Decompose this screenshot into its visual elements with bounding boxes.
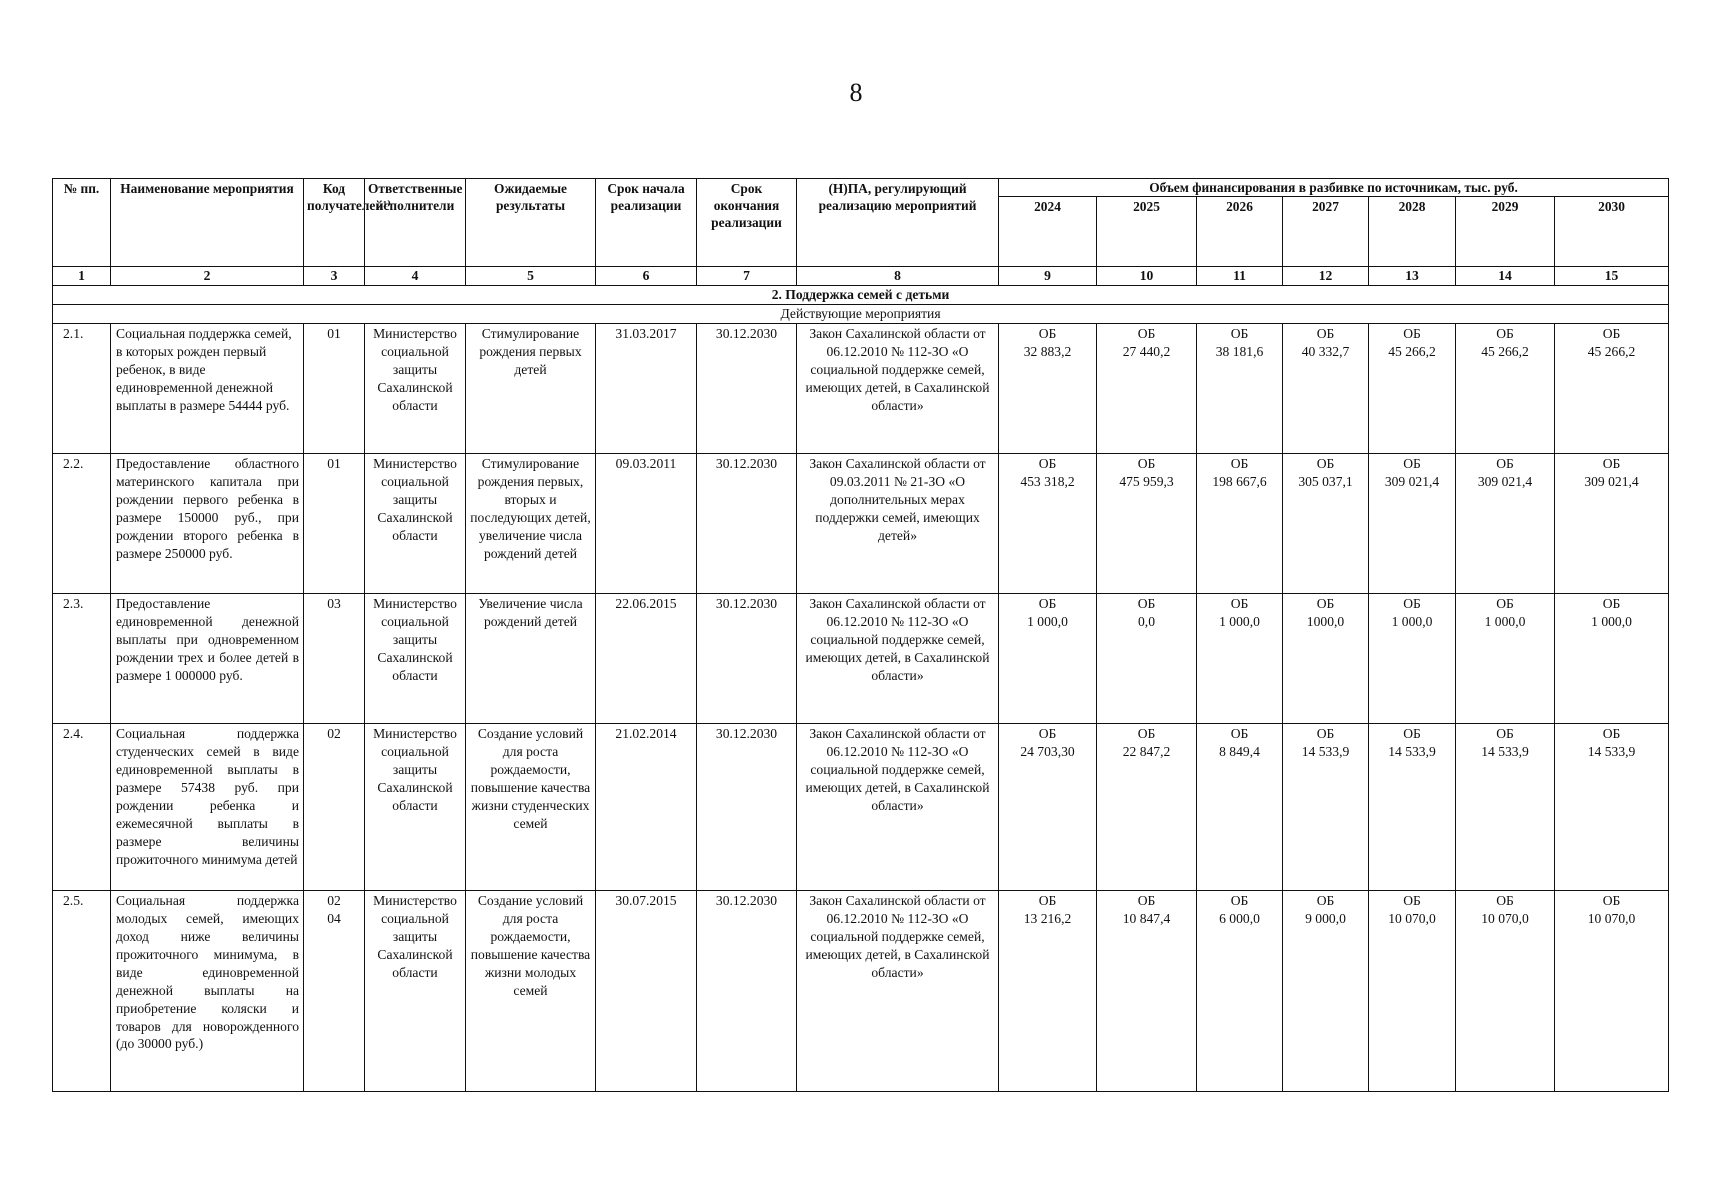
finance-amount: 198 667,6 — [1212, 473, 1267, 489]
finance-cell — [1555, 323, 1669, 453]
finance-cell — [1197, 723, 1283, 890]
finance-amount: 10 070,0 — [1587, 910, 1636, 926]
row-number: 2.4. — [53, 723, 111, 890]
header-finance: Объем финансирования в разбивке по источникам, тыс. руб. — [999, 179, 1669, 197]
measure-name: Социальная поддержка семей, в которых рожден первый ребенок, в виде единовременной денежной выплаты в размере 54444 руб. — [111, 323, 304, 453]
start-date: 22.06.2015 — [596, 593, 697, 723]
column-number: 11 — [1197, 267, 1283, 286]
finance-cell — [1456, 723, 1555, 890]
column-number: 5 — [466, 267, 596, 286]
column-number: 10 — [1097, 267, 1197, 286]
finance-source: ОБ — [1038, 892, 1057, 908]
expected-results: Увеличение числа рождений детей — [466, 593, 596, 723]
finance-amount: 38 181,6 — [1215, 343, 1264, 359]
column-number: 15 — [1555, 267, 1669, 286]
finance-source: ОБ — [1230, 892, 1249, 908]
finance-amount: 45 266,2 — [1481, 343, 1529, 359]
finance-cell — [999, 593, 1097, 723]
row-number: 2.3. — [53, 593, 111, 723]
finance-amount: 14 533,9 — [1481, 743, 1529, 759]
finance-cell — [1097, 323, 1197, 453]
finance-source: ОБ — [1602, 325, 1621, 341]
finance-amount: 13 216,2 — [1023, 910, 1072, 926]
finance-cell — [1456, 593, 1555, 723]
finance-source: ОБ — [1137, 892, 1156, 908]
finance-cell — [1283, 890, 1369, 1091]
header-year: 2024 — [999, 197, 1097, 267]
finance-cell — [1197, 323, 1283, 453]
finance-source: ОБ — [1230, 595, 1249, 611]
measure-name: Социальная поддержка молодых семей, имеющих доход ниже величины прожиточного минимума, в виде единовременной денежной выплаты на приобретение коляски и товаров для новорожденного (до 30000 руб.) — [111, 890, 304, 1091]
measure-name: Предоставление единовременной денежной выплаты при одновременном рождении трех и более детей в размере 1 000000 руб. — [111, 593, 304, 723]
header-year: 2026 — [1197, 197, 1283, 267]
finance-cell — [999, 453, 1097, 593]
responsible-executor: Министерство социальной защиты Сахалинской области — [365, 593, 466, 723]
recipient-code: 01 — [304, 323, 365, 453]
finance-cell — [1456, 453, 1555, 593]
start-date: 31.03.2017 — [596, 323, 697, 453]
finance-source: ОБ — [1038, 325, 1057, 341]
finance-cell — [1283, 323, 1369, 453]
finance-cell — [999, 723, 1097, 890]
expected-results: Создание условий для роста рождаемости, повышение качества жизни молодых семей — [466, 890, 596, 1091]
finance-cell — [1097, 890, 1197, 1091]
header-row-1 — [53, 179, 1669, 197]
finance-source: ОБ — [1230, 455, 1249, 471]
recipient-code: 01 — [304, 453, 365, 593]
finance-amount: 40 332,7 — [1301, 343, 1350, 359]
finance-cell — [999, 323, 1097, 453]
header-responsible: Ответственные исполнители — [365, 179, 466, 267]
header-name: Наименование мероприятия — [111, 179, 304, 267]
finance-source: ОБ — [1137, 325, 1156, 341]
finance-amount: 1 000,0 — [1391, 613, 1433, 629]
program-measures-table — [52, 178, 1669, 1092]
section-title: 2. Поддержка семей с детьми — [53, 286, 1669, 305]
finance-amount: 45 266,2 — [1388, 343, 1436, 359]
finance-cell — [1283, 453, 1369, 593]
finance-amount: 9 000,0 — [1305, 910, 1346, 926]
finance-source: ОБ — [1496, 325, 1514, 341]
start-date: 09.03.2011 — [596, 453, 697, 593]
finance-cell — [1097, 723, 1197, 890]
expected-results: Стимулирование рождения первых детей — [466, 323, 596, 453]
end-date: 30.12.2030 — [697, 323, 797, 453]
finance-amount: 10 070,0 — [1481, 910, 1529, 926]
legal-act: Закон Сахалинской области от 06.12.2010 № 112-ЗО «О социальной поддержке семей, имеющих детей, в Сахалинской области» — [797, 593, 999, 723]
header-year: 2025 — [1097, 197, 1197, 267]
finance-amount: 453 318,2 — [1020, 473, 1075, 489]
finance-cell — [1283, 723, 1369, 890]
column-number: 9 — [999, 267, 1097, 286]
finance-source: ОБ — [1230, 725, 1249, 741]
end-date: 30.12.2030 — [697, 593, 797, 723]
finance-source: ОБ — [1137, 725, 1156, 741]
responsible-executor: Министерство социальной защиты Сахалинской области — [365, 453, 466, 593]
header-num: № пп. — [53, 179, 111, 267]
expected-results: Стимулирование рождения первых, вторых и последующих детей, увеличение числа рождений детей — [466, 453, 596, 593]
finance-source: ОБ — [1496, 725, 1514, 741]
finance-source: ОБ — [1316, 595, 1335, 611]
finance-cell — [1197, 890, 1283, 1091]
column-number: 13 — [1369, 267, 1456, 286]
start-date: 30.07.2015 — [596, 890, 697, 1091]
column-number: 12 — [1283, 267, 1369, 286]
finance-amount: 309 021,4 — [1477, 473, 1533, 489]
finance-cell — [1369, 723, 1456, 890]
header-results: Ожидаемые результаты — [466, 179, 596, 267]
finance-cell — [1555, 890, 1669, 1091]
recipient-code: 03 — [304, 593, 365, 723]
row-number: 2.5. — [53, 890, 111, 1091]
recipient-code: 02 — [304, 723, 365, 890]
responsible-executor: Министерство социальной защиты Сахалинской области — [365, 723, 466, 890]
finance-cell — [1097, 453, 1197, 593]
finance-cell — [1369, 593, 1456, 723]
finance-cell — [1369, 323, 1456, 453]
subsection-title: Действующие мероприятия — [53, 305, 1669, 324]
finance-amount: 14 533,9 — [1587, 743, 1636, 759]
finance-source: ОБ — [1496, 595, 1514, 611]
measure-name: Предоставление областного материнского капитала при рождении первого ребенка в размере 150000 руб., при рождении второго ребенка в размере 250000 руб. — [111, 453, 304, 593]
finance-cell — [1555, 593, 1669, 723]
finance-source: ОБ — [1316, 892, 1335, 908]
header-year: 2028 — [1369, 197, 1456, 267]
header-end: Срок окончания реализации — [697, 179, 797, 267]
column-number: 1 — [53, 267, 111, 286]
finance-amount: 24 703,30 — [1020, 743, 1075, 759]
finance-amount: 32 883,2 — [1023, 343, 1072, 359]
row-number: 2.1. — [53, 323, 111, 453]
finance-source: ОБ — [1230, 325, 1249, 341]
column-number: 7 — [697, 267, 797, 286]
finance-cell — [1197, 593, 1283, 723]
column-number: 4 — [365, 267, 466, 286]
finance-source: ОБ — [1602, 455, 1621, 471]
finance-amount: 309 021,4 — [1384, 473, 1440, 489]
expected-results: Создание условий для роста рождаемости, повышение качества жизни студенческих семей — [466, 723, 596, 890]
finance-amount: 1 000,0 — [1027, 613, 1068, 629]
finance-source: ОБ — [1038, 595, 1057, 611]
finance-cell — [1456, 323, 1555, 453]
row-number: 2.2. — [53, 453, 111, 593]
column-number-row — [53, 267, 1669, 286]
finance-amount: 6 000,0 — [1219, 910, 1260, 926]
finance-amount: 1 000,0 — [1219, 613, 1260, 629]
end-date: 30.12.2030 — [697, 453, 797, 593]
header-year: 2029 — [1456, 197, 1555, 267]
finance-cell — [1197, 453, 1283, 593]
finance-source: ОБ — [1403, 595, 1421, 611]
responsible-executor: Министерство социальной защиты Сахалинской области — [365, 890, 466, 1091]
finance-source: ОБ — [1403, 892, 1421, 908]
table-row — [53, 323, 1669, 453]
finance-cell — [1555, 723, 1669, 890]
column-number: 14 — [1456, 267, 1555, 286]
legal-act: Закон Сахалинской области от 06.12.2010 № 112-ЗО «О социальной поддержке семей, имеющих детей, в Сахалинской области» — [797, 890, 999, 1091]
finance-amount: 14 533,9 — [1301, 743, 1350, 759]
legal-act: Закон Сахалинской области от 06.12.2010 № 112-ЗО «О социальной поддержке семей, имеющих детей, в Сахалинской области» — [797, 723, 999, 890]
finance-source: ОБ — [1602, 892, 1621, 908]
header-year: 2027 — [1283, 197, 1369, 267]
finance-amount: 1 000,0 — [1484, 613, 1526, 629]
finance-source: ОБ — [1316, 725, 1335, 741]
finance-source: ОБ — [1137, 455, 1156, 471]
section-row — [53, 286, 1669, 305]
column-number: 3 — [304, 267, 365, 286]
finance-amount: 475 959,3 — [1119, 473, 1174, 489]
recipient-code: 02 04 — [304, 890, 365, 1091]
column-number: 8 — [797, 267, 999, 286]
finance-amount: 1 000,0 — [1591, 613, 1632, 629]
finance-amount: 8 849,4 — [1219, 743, 1260, 759]
finance-source: ОБ — [1403, 325, 1421, 341]
finance-amount: 305 037,1 — [1298, 473, 1353, 489]
header-year: 2030 — [1555, 197, 1669, 267]
start-date: 21.02.2014 — [596, 723, 697, 890]
legal-act: Закон Сахалинской области от 06.12.2010 № 112-ЗО «О социальной поддержке семей, имеющих детей, в Сахалинской области» — [797, 323, 999, 453]
finance-source: ОБ — [1496, 455, 1514, 471]
finance-cell — [1369, 890, 1456, 1091]
table-row — [53, 890, 1669, 1091]
finance-source: ОБ — [1038, 455, 1057, 471]
finance-amount: 10 070,0 — [1388, 910, 1436, 926]
legal-act: Закон Сахалинской области от 09.03.2011 № 21-ЗО «О дополнительных мерах поддержки семей, имеющих детей» — [797, 453, 999, 593]
finance-cell — [1369, 453, 1456, 593]
page-number: 8 — [849, 78, 863, 107]
responsible-executor: Министерство социальной защиты Сахалинской области — [365, 323, 466, 453]
finance-amount: 22 847,2 — [1122, 743, 1171, 759]
finance-source: ОБ — [1602, 725, 1621, 741]
finance-amount: 309 021,4 — [1584, 473, 1639, 489]
end-date: 30.12.2030 — [697, 890, 797, 1091]
finance-cell — [1097, 593, 1197, 723]
finance-amount: 1000,0 — [1306, 613, 1345, 629]
finance-cell — [1283, 593, 1369, 723]
finance-cell — [999, 890, 1097, 1091]
finance-source: ОБ — [1403, 725, 1421, 741]
header-start: Срок начала реализации — [596, 179, 697, 267]
finance-source: ОБ — [1496, 892, 1514, 908]
header-code: Код получателей¹⁾ — [304, 179, 365, 267]
end-date: 30.12.2030 — [697, 723, 797, 890]
finance-amount: 27 440,2 — [1122, 343, 1171, 359]
table-row — [53, 453, 1669, 593]
finance-source: ОБ — [1038, 725, 1057, 741]
column-number: 6 — [596, 267, 697, 286]
finance-amount: 45 266,2 — [1587, 343, 1636, 359]
finance-cell — [1555, 453, 1669, 593]
column-number: 2 — [111, 267, 304, 286]
finance-source: ОБ — [1403, 455, 1421, 471]
subsection-row — [53, 305, 1669, 324]
finance-amount: 0,0 — [1138, 613, 1155, 629]
finance-source: ОБ — [1137, 595, 1156, 611]
table-row — [53, 593, 1669, 723]
measure-name: Социальная поддержка студенческих семей в виде единовременной выплаты в размере 57438 руб. при рождении ребенка и ежемесячной выплаты в размере величины прожиточного минимума детей — [111, 723, 304, 890]
finance-source: ОБ — [1316, 325, 1335, 341]
header-npa: (Н)ПА, регулирующий реализацию мероприятий — [797, 179, 999, 267]
program-table-wrapper — [52, 178, 1668, 1092]
finance-amount: 14 533,9 — [1388, 743, 1436, 759]
table-row — [53, 723, 1669, 890]
finance-cell — [1456, 890, 1555, 1091]
finance-amount: 10 847,4 — [1122, 910, 1171, 926]
finance-source: ОБ — [1602, 595, 1621, 611]
finance-source: ОБ — [1316, 455, 1335, 471]
